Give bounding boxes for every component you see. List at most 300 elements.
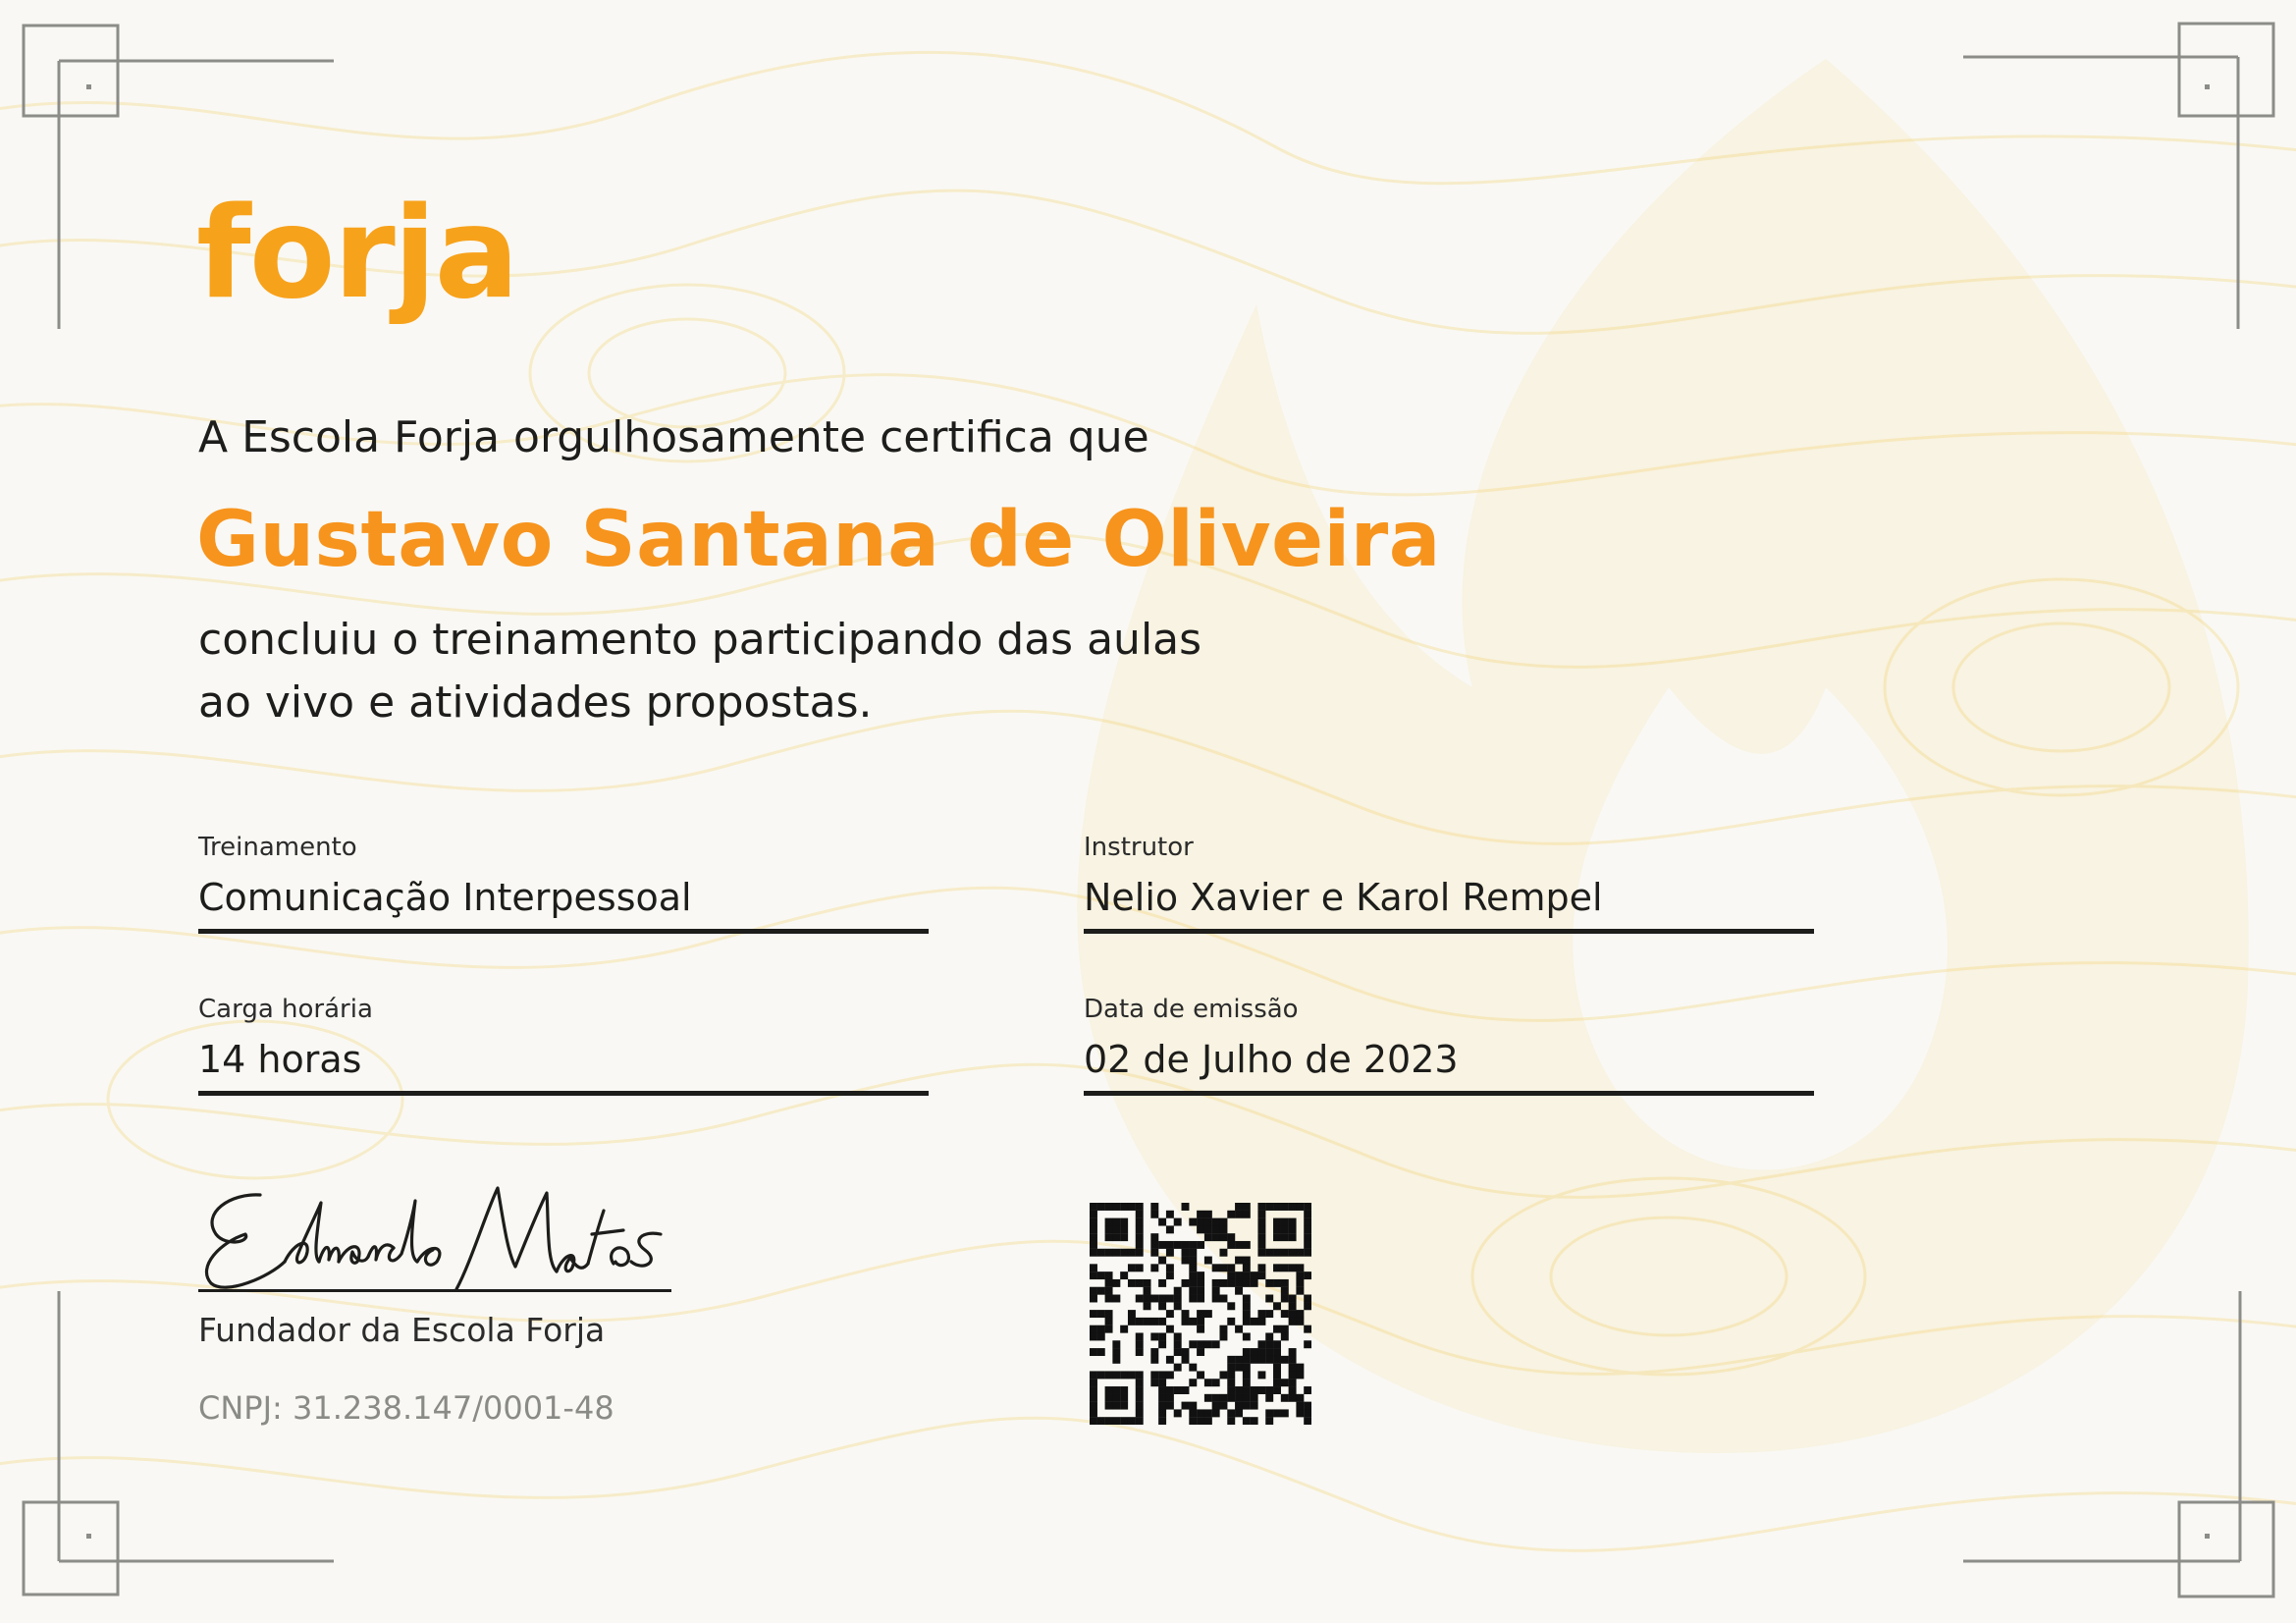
qr-module <box>1235 1257 1243 1265</box>
qr-module <box>1212 1394 1220 1402</box>
qr-module <box>1304 1340 1311 1348</box>
qr-module <box>1227 1356 1235 1364</box>
completion-line-2: ao vivo e atividades propostas. <box>198 677 873 728</box>
qr-module <box>1257 1203 1265 1211</box>
qr-module <box>1273 1386 1281 1394</box>
qr-module <box>1235 1409 1243 1417</box>
qr-module <box>1243 1264 1251 1271</box>
qr-module <box>1251 1386 1258 1394</box>
qr-module <box>1166 1295 1174 1303</box>
qr-module <box>1212 1340 1220 1348</box>
qr-module <box>1090 1379 1097 1386</box>
qr-module <box>1158 1402 1166 1410</box>
qr-module <box>1273 1325 1281 1333</box>
qr-module <box>1136 1295 1144 1303</box>
qr-module <box>1227 1264 1235 1271</box>
qr-module <box>1097 1371 1105 1379</box>
qr-module <box>1257 1271 1265 1279</box>
qr-module <box>1105 1394 1113 1402</box>
qr-module <box>1281 1225 1289 1233</box>
qr-module <box>1235 1241 1243 1249</box>
qr-module <box>1128 1264 1136 1271</box>
qr-module <box>1097 1332 1105 1340</box>
qr-module <box>1304 1211 1311 1218</box>
qr-module <box>1136 1218 1144 1226</box>
qr-module <box>1182 1279 1190 1287</box>
qr-module <box>1112 1203 1120 1211</box>
qr-module <box>1144 1295 1151 1303</box>
qr-module <box>1166 1394 1174 1402</box>
qr-module <box>1166 1310 1174 1318</box>
qr-module <box>1174 1409 1182 1417</box>
qr-module <box>1097 1417 1105 1425</box>
qr-module <box>1296 1371 1304 1379</box>
qr-module <box>1182 1249 1190 1257</box>
qr-module <box>1273 1279 1281 1287</box>
qr-module <box>1120 1249 1128 1257</box>
qr-module <box>1296 1264 1304 1271</box>
qr-module <box>1136 1241 1144 1249</box>
qr-module <box>1304 1249 1311 1257</box>
qr-module <box>1289 1233 1297 1241</box>
qr-module <box>1304 1218 1311 1226</box>
qr-module <box>1136 1332 1144 1340</box>
qr-module <box>1227 1241 1235 1249</box>
qr-module <box>1136 1318 1144 1325</box>
hours-label: Carga horária <box>198 995 373 1024</box>
qr-module <box>1144 1279 1151 1287</box>
qr-module <box>1097 1310 1105 1318</box>
qr-module <box>1105 1225 1113 1233</box>
qr-module <box>1219 1233 1227 1241</box>
qr-module <box>1120 1394 1128 1402</box>
qr-module <box>1189 1417 1197 1425</box>
qr-module <box>1090 1287 1097 1295</box>
qr-module <box>1136 1211 1144 1218</box>
qr-module <box>1235 1203 1243 1211</box>
qr-module <box>1112 1402 1120 1410</box>
qr-module <box>1090 1371 1097 1379</box>
qr-module <box>1304 1295 1311 1303</box>
qr-module <box>1243 1402 1251 1410</box>
qr-module <box>1304 1325 1311 1333</box>
qr-module <box>1257 1241 1265 1249</box>
qr-module <box>1219 1325 1227 1333</box>
qr-module <box>1273 1225 1281 1233</box>
qr-module <box>1174 1364 1182 1372</box>
qr-module <box>1166 1249 1174 1257</box>
qr-module <box>1296 1249 1304 1257</box>
qr-module <box>1227 1318 1235 1325</box>
qr-module <box>1090 1249 1097 1257</box>
qr-module <box>1296 1279 1304 1287</box>
qr-module <box>1105 1249 1113 1257</box>
qr-module <box>1219 1264 1227 1271</box>
qr-module <box>1204 1218 1212 1226</box>
qr-module <box>1243 1379 1251 1386</box>
qr-module <box>1212 1264 1220 1271</box>
qr-module <box>1273 1364 1281 1372</box>
qr-module <box>1112 1348 1120 1356</box>
qr-module <box>1158 1379 1166 1386</box>
qr-module <box>1281 1394 1289 1402</box>
qr-module <box>1189 1340 1197 1348</box>
qr-module <box>1128 1279 1136 1287</box>
qr-module <box>1265 1386 1273 1394</box>
qr-module <box>1090 1233 1097 1241</box>
qr-module <box>1289 1302 1297 1310</box>
qr-module <box>1112 1417 1120 1425</box>
qr-module <box>1243 1348 1251 1356</box>
qr-module <box>1097 1249 1105 1257</box>
qr-module <box>1105 1386 1113 1394</box>
qr-code-icon <box>1090 1203 1311 1425</box>
qr-module <box>1174 1241 1182 1249</box>
qr-module <box>1265 1348 1273 1356</box>
qr-module <box>1296 1394 1304 1402</box>
qr-module <box>1265 1409 1273 1417</box>
qr-module <box>1219 1279 1227 1287</box>
qr-module <box>1112 1225 1120 1233</box>
qr-module <box>1243 1364 1251 1372</box>
qr-module <box>1090 1264 1097 1271</box>
qr-module <box>1182 1348 1190 1356</box>
qr-module <box>1289 1364 1297 1372</box>
qr-module <box>1227 1394 1235 1402</box>
qr-module <box>1128 1203 1136 1211</box>
qr-module <box>1204 1409 1212 1417</box>
qr-module <box>1257 1249 1265 1257</box>
qr-module <box>1265 1203 1273 1211</box>
qr-module <box>1257 1386 1265 1394</box>
qr-module <box>1189 1295 1197 1303</box>
qr-module <box>1090 1295 1097 1303</box>
qr-module <box>1289 1348 1297 1356</box>
certificate-intro: A Escola Forja orgulhosamente certifica que <box>198 412 1149 462</box>
qr-module <box>1289 1379 1297 1386</box>
qr-module <box>1144 1287 1151 1295</box>
qr-module <box>1219 1218 1227 1226</box>
qr-module <box>1273 1203 1281 1211</box>
qr-module <box>1304 1203 1311 1211</box>
qr-module <box>1136 1225 1144 1233</box>
qr-module <box>1182 1241 1190 1249</box>
qr-module <box>1158 1371 1166 1379</box>
qr-module <box>1189 1271 1197 1279</box>
qr-module <box>1273 1264 1281 1271</box>
qr-module <box>1090 1241 1097 1249</box>
qr-module <box>1243 1271 1251 1279</box>
qr-module <box>1144 1302 1151 1310</box>
qr-module <box>1090 1218 1097 1226</box>
qr-module <box>1265 1249 1273 1257</box>
qr-module <box>1158 1257 1166 1265</box>
qr-module <box>1166 1271 1174 1279</box>
qr-module <box>1227 1279 1235 1287</box>
qr-module <box>1182 1402 1190 1410</box>
qr-module <box>1090 1211 1097 1218</box>
qr-module <box>1150 1264 1158 1271</box>
qr-module <box>1158 1295 1166 1303</box>
qr-module <box>1289 1218 1297 1226</box>
qr-module <box>1235 1279 1243 1287</box>
qr-module <box>1289 1356 1297 1364</box>
qr-module <box>1243 1310 1251 1318</box>
qr-module <box>1166 1241 1174 1249</box>
qr-module <box>1166 1386 1174 1394</box>
qr-module <box>1158 1409 1166 1417</box>
qr-module <box>1197 1287 1204 1295</box>
qr-module <box>1166 1225 1174 1233</box>
qr-module <box>1097 1325 1105 1333</box>
qr-module <box>1166 1371 1174 1379</box>
qr-module <box>1227 1233 1235 1241</box>
qr-module <box>1158 1386 1166 1394</box>
issue-date-label: Data de emissão <box>1084 995 1299 1024</box>
qr-module <box>1281 1233 1289 1241</box>
qr-module <box>1289 1318 1297 1325</box>
qr-module <box>1289 1386 1297 1394</box>
qr-module <box>1128 1310 1136 1318</box>
qr-module <box>1189 1257 1197 1265</box>
qr-module <box>1150 1295 1158 1303</box>
qr-module <box>1150 1371 1158 1379</box>
qr-module <box>1150 1211 1158 1218</box>
qr-module <box>1296 1318 1304 1325</box>
qr-module <box>1265 1332 1273 1340</box>
qr-module <box>1158 1394 1166 1402</box>
qr-module <box>1197 1225 1204 1233</box>
qr-module <box>1243 1203 1251 1211</box>
qr-module <box>1212 1409 1220 1417</box>
forja-logo <box>196 181 517 327</box>
qr-module <box>1204 1211 1212 1218</box>
qr-module <box>1243 1386 1251 1394</box>
qr-module <box>1150 1379 1158 1386</box>
qr-module <box>1112 1371 1120 1379</box>
qr-module <box>1136 1402 1144 1410</box>
qr-module <box>1189 1318 1197 1325</box>
qr-module <box>1189 1241 1197 1249</box>
qr-module <box>1136 1340 1144 1348</box>
qr-module <box>1158 1417 1166 1425</box>
qr-module <box>1105 1310 1113 1318</box>
training-value: Comunicação Interpessoal <box>198 876 692 919</box>
qr-module <box>1227 1211 1235 1218</box>
qr-module <box>1304 1302 1311 1310</box>
qr-module <box>1097 1287 1105 1295</box>
qr-module <box>1257 1371 1265 1379</box>
qr-module <box>1243 1257 1251 1265</box>
qr-module <box>1257 1218 1265 1226</box>
qr-module <box>1174 1218 1182 1226</box>
hours-value: 14 horas <box>198 1038 362 1081</box>
qr-module <box>1150 1356 1158 1364</box>
qr-module <box>1265 1310 1273 1318</box>
qr-module <box>1243 1318 1251 1325</box>
qr-module <box>1227 1409 1235 1417</box>
qr-module <box>1112 1394 1120 1402</box>
qr-module <box>1227 1417 1235 1425</box>
qr-module <box>1158 1340 1166 1348</box>
qr-module <box>1182 1356 1190 1364</box>
qr-module <box>1105 1233 1113 1241</box>
qr-module <box>1296 1287 1304 1295</box>
qr-module <box>1197 1310 1204 1318</box>
qr-module <box>1120 1325 1128 1333</box>
qr-module <box>1128 1417 1136 1425</box>
qr-module <box>1265 1295 1273 1303</box>
qr-module <box>1136 1264 1144 1271</box>
qr-module <box>1189 1218 1197 1226</box>
qr-module <box>1105 1203 1113 1211</box>
qr-module <box>1235 1386 1243 1394</box>
qr-module <box>1097 1203 1105 1211</box>
qr-module <box>1128 1249 1136 1257</box>
qr-module <box>1289 1371 1297 1379</box>
qr-module <box>1257 1264 1265 1271</box>
qr-module <box>1182 1318 1190 1325</box>
qr-module <box>1150 1203 1158 1211</box>
qr-module <box>1189 1364 1197 1372</box>
qr-module <box>1204 1394 1212 1402</box>
qr-module <box>1281 1203 1289 1211</box>
qr-module <box>1251 1402 1258 1410</box>
qr-module <box>1112 1386 1120 1394</box>
qr-module <box>1197 1340 1204 1348</box>
qr-module <box>1219 1371 1227 1379</box>
qr-module <box>1174 1386 1182 1394</box>
qr-module <box>1120 1417 1128 1425</box>
qr-module <box>1120 1218 1128 1226</box>
qr-module <box>1257 1310 1265 1318</box>
qr-module <box>1227 1379 1235 1386</box>
qr-module <box>1204 1233 1212 1241</box>
qr-module <box>1235 1394 1243 1402</box>
qr-module <box>1182 1386 1190 1394</box>
completion-statement <box>198 609 1201 734</box>
qr-module <box>1257 1348 1265 1356</box>
qr-module <box>1120 1203 1128 1211</box>
qr-module <box>1090 1332 1097 1340</box>
qr-module <box>1296 1310 1304 1318</box>
qr-module <box>1150 1318 1158 1325</box>
qr-module <box>1257 1340 1265 1348</box>
qr-module <box>1136 1348 1144 1356</box>
qr-module <box>1197 1409 1204 1417</box>
qr-module <box>1227 1386 1235 1394</box>
qr-module <box>1257 1225 1265 1233</box>
qr-module <box>1281 1264 1289 1271</box>
qr-module <box>1204 1340 1212 1348</box>
qr-module <box>1120 1225 1128 1233</box>
qr-module <box>1090 1409 1097 1417</box>
qr-module <box>1166 1402 1174 1410</box>
qr-module <box>1182 1310 1190 1318</box>
qr-module <box>1219 1402 1227 1410</box>
qr-module <box>1090 1310 1097 1318</box>
qr-module <box>1112 1295 1120 1303</box>
qr-module <box>1136 1386 1144 1394</box>
qr-module <box>1219 1249 1227 1257</box>
qr-module <box>1204 1310 1212 1318</box>
qr-module <box>1090 1348 1097 1356</box>
qr-module <box>1235 1356 1243 1364</box>
qr-module <box>1112 1356 1120 1364</box>
qr-module <box>1197 1417 1204 1425</box>
qr-module <box>1204 1379 1212 1386</box>
qr-module <box>1257 1233 1265 1241</box>
qr-module <box>1090 1402 1097 1410</box>
qr-module <box>1136 1394 1144 1402</box>
qr-module <box>1281 1218 1289 1226</box>
qr-module <box>1289 1264 1297 1271</box>
qr-module <box>1097 1348 1105 1356</box>
qr-module <box>1112 1340 1120 1348</box>
qr-module <box>1289 1225 1297 1233</box>
instructor-label: Instrutor <box>1084 833 1194 862</box>
qr-module <box>1090 1225 1097 1233</box>
qr-module <box>1197 1318 1204 1325</box>
qr-module <box>1090 1271 1097 1279</box>
qr-module <box>1189 1249 1197 1257</box>
qr-module <box>1212 1233 1220 1241</box>
qr-module <box>1105 1287 1113 1295</box>
signer-title: Fundador da Escola Forja <box>198 1311 606 1349</box>
qr-module <box>1166 1211 1174 1218</box>
qr-module <box>1197 1279 1204 1287</box>
qr-module <box>1289 1310 1297 1318</box>
qr-module <box>1204 1225 1212 1233</box>
qr-module <box>1105 1371 1113 1379</box>
qr-module <box>1189 1409 1197 1417</box>
qr-module <box>1281 1325 1289 1333</box>
qr-module <box>1150 1241 1158 1249</box>
qr-module <box>1243 1241 1251 1249</box>
logo-text: forja <box>196 181 517 327</box>
qr-module <box>1219 1394 1227 1402</box>
qr-module <box>1235 1364 1243 1372</box>
qr-module <box>1189 1379 1197 1386</box>
qr-module <box>1174 1295 1182 1303</box>
qr-module <box>1105 1279 1113 1287</box>
qr-module <box>1090 1394 1097 1402</box>
qr-module <box>1150 1348 1158 1356</box>
qr-module <box>1251 1348 1258 1356</box>
signature-line <box>198 1289 671 1292</box>
qr-module <box>1105 1402 1113 1410</box>
qr-module <box>1136 1417 1144 1425</box>
qr-module <box>1281 1249 1289 1257</box>
qr-module <box>1251 1356 1258 1364</box>
hours-field <box>198 995 929 1096</box>
qr-module <box>1212 1279 1220 1287</box>
instructor-field <box>1084 833 1814 934</box>
qr-module <box>1112 1279 1120 1287</box>
qr-module <box>1257 1356 1265 1364</box>
qr-module <box>1212 1402 1220 1410</box>
qr-module <box>1227 1302 1235 1310</box>
qr-module <box>1112 1218 1120 1226</box>
qr-module <box>1296 1402 1304 1410</box>
qr-module <box>1112 1233 1120 1241</box>
qr-module <box>1158 1318 1166 1325</box>
qr-module <box>1273 1249 1281 1257</box>
qr-module <box>1281 1295 1289 1303</box>
qr-module <box>1304 1233 1311 1241</box>
qr-module <box>1273 1409 1281 1417</box>
qr-module <box>1174 1287 1182 1295</box>
